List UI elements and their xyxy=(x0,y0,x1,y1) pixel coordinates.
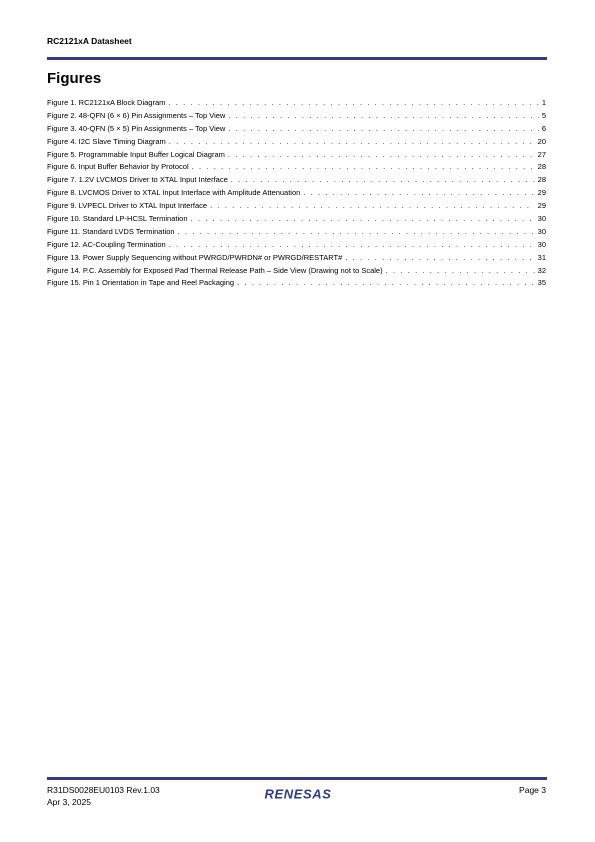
footer-rule xyxy=(47,777,547,780)
toc-entry[interactable] xyxy=(47,110,546,123)
toc-entry[interactable] xyxy=(47,213,546,226)
toc-entry-page[interactable]: 28 xyxy=(537,175,546,185)
toc-entry[interactable] xyxy=(47,265,546,278)
toc-dot-leader xyxy=(237,277,535,290)
toc-dot-leader xyxy=(228,123,538,136)
toc-dot-leader xyxy=(192,161,535,174)
toc-dot-leader xyxy=(178,226,535,239)
toc-entry-page[interactable]: 30 xyxy=(537,239,546,249)
toc-entry[interactable] xyxy=(47,187,546,200)
toc-entry-label[interactable]: Figure 9. LVPECL Driver to XTAL Input Interface xyxy=(47,201,208,211)
page-number: Page 3 xyxy=(519,785,546,795)
toc-entry-page[interactable]: 28 xyxy=(537,162,546,172)
toc-entry-label[interactable]: Figure 1. RC2121xA Block Diagram xyxy=(47,98,166,107)
document-title: RC2121xA Datasheet xyxy=(47,36,132,46)
toc-entry-page[interactable]: 35 xyxy=(537,278,546,288)
toc-dot-leader xyxy=(228,110,538,123)
toc-dot-leader xyxy=(168,97,538,110)
toc-entry-label[interactable]: Figure 14. P.C. Assembly for Exposed Pad Thermal Release Path – Side View (Drawing not to Scale) xyxy=(47,265,383,275)
toc-entry-page[interactable]: 29 xyxy=(537,201,546,211)
toc-dot-leader xyxy=(191,213,535,226)
toc-entry-page[interactable]: 5 xyxy=(541,110,546,120)
section-heading: Figures xyxy=(47,70,102,87)
toc-entry-page[interactable]: 30 xyxy=(537,226,546,236)
toc-entry-page[interactable]: 27 xyxy=(537,149,546,159)
toc-entry-label[interactable]: Figure 5. Programmable Input Buffer Logical Diagram xyxy=(47,149,225,159)
toc-entry-label[interactable]: Figure 8. LVCMOS Driver to XTAL Input Interface with Amplitude Attenuation xyxy=(47,188,301,198)
figures-list xyxy=(47,97,546,290)
toc-entry-page[interactable]: 6 xyxy=(541,123,546,133)
toc-dot-leader xyxy=(386,265,535,278)
toc-entry-page[interactable]: 30 xyxy=(537,214,546,224)
toc-entry-label[interactable]: Figure 4. I2C Slave Timing Diagram xyxy=(47,136,166,146)
toc-entry-label[interactable]: Figure 15. Pin 1 Orientation in Tape and Reel Packaging xyxy=(47,278,235,288)
toc-entry[interactable] xyxy=(47,239,546,252)
toc-entry[interactable] xyxy=(47,174,546,187)
toc-entry[interactable] xyxy=(47,200,546,213)
toc-entry-label[interactable]: Figure 7. 1.2V LVCMOS Driver to XTAL Input Interface xyxy=(47,175,228,185)
toc-entry-label[interactable]: Figure 13. Power Supply Sequencing without PWRGD/PWRDN# or PWRGD/RESTART# xyxy=(47,252,343,262)
toc-entry-label[interactable]: Figure 6. Input Buffer Behavior by Protocol xyxy=(47,162,189,172)
toc-entry[interactable] xyxy=(47,123,546,136)
toc-entry-page[interactable]: 32 xyxy=(537,265,546,275)
renesas-logo xyxy=(255,785,341,801)
renesas-logo-text: RENESAS xyxy=(264,786,332,801)
toc-dot-leader xyxy=(169,136,535,149)
toc-entry[interactable] xyxy=(47,226,546,239)
toc-entry[interactable] xyxy=(47,149,546,162)
toc-entry-label[interactable]: Figure 11. Standard LVDS Termination xyxy=(47,226,175,236)
toc-entry-page[interactable]: 29 xyxy=(537,188,546,198)
header-rule xyxy=(47,57,547,60)
toc-entry[interactable] xyxy=(47,277,546,290)
toc-dot-leader xyxy=(228,149,535,162)
toc-dot-leader xyxy=(303,187,534,200)
document-date: Apr 3, 2025 xyxy=(47,797,91,807)
toc-dot-leader xyxy=(169,239,535,252)
toc-dot-leader xyxy=(231,174,535,187)
toc-entry[interactable] xyxy=(47,136,546,149)
toc-dot-leader xyxy=(345,252,534,265)
toc-entry-label[interactable]: Figure 12. AC-Coupling Termination xyxy=(47,239,166,249)
toc-entry-page[interactable]: 20 xyxy=(537,136,546,146)
toc-entry-label[interactable]: Figure 3. 40-QFN (5 × 5) Pin Assignments – Top View xyxy=(47,123,226,133)
toc-dot-leader xyxy=(210,200,535,213)
toc-entry-page[interactable]: 31 xyxy=(537,252,546,262)
toc-entry[interactable] xyxy=(47,252,546,265)
toc-entry-page[interactable]: 1 xyxy=(541,98,546,107)
toc-entry-label[interactable]: Figure 10. Standard LP-HCSL Termination xyxy=(47,214,188,224)
document-number: R31DS0028EU0103 Rev.1.03 xyxy=(47,785,160,795)
toc-entry-label[interactable]: Figure 2. 48-QFN (6 × 6) Pin Assignments – Top View xyxy=(47,110,226,120)
toc-entry[interactable] xyxy=(47,97,546,110)
toc-entry[interactable] xyxy=(47,161,546,174)
